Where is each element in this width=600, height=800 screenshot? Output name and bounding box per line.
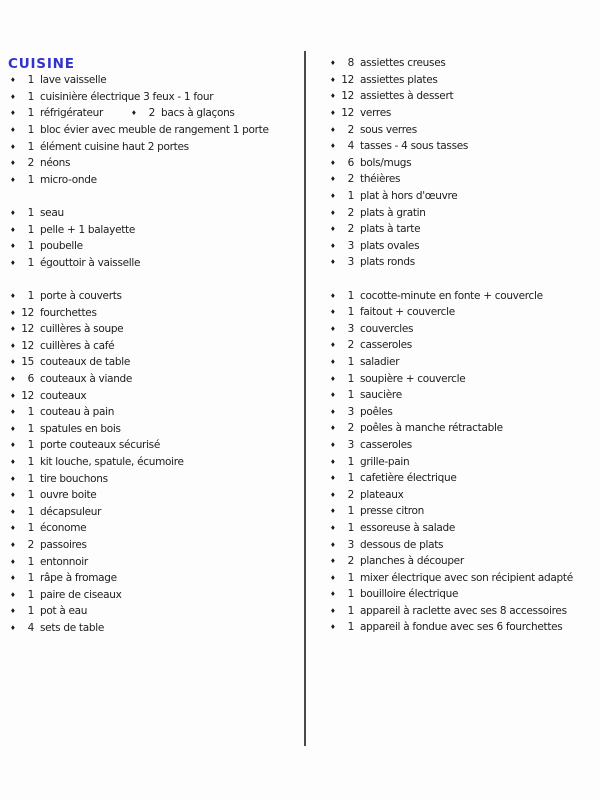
- item-label: plats ovales: [360, 239, 420, 252]
- bullet-icon: ♦: [330, 291, 336, 300]
- bullet-icon: ♦: [330, 623, 336, 632]
- item-quantity: 12: [21, 389, 34, 402]
- bullet-icon: ♦: [131, 109, 137, 118]
- list-item: [328, 370, 598, 387]
- item-label: saladier: [360, 355, 400, 368]
- item-label: cuillères à café: [40, 339, 115, 352]
- list-item: [328, 553, 598, 570]
- bullet-icon: ♦: [330, 457, 336, 466]
- list-item: [8, 586, 302, 603]
- bullet-icon: ♦: [10, 607, 16, 616]
- list-item: [8, 321, 302, 338]
- item-quantity: 1: [347, 306, 354, 319]
- list-item: [8, 338, 302, 355]
- item-label: faitout + couvercle: [360, 306, 455, 319]
- item-label: poêles: [360, 405, 393, 418]
- list-item: [8, 72, 302, 89]
- list-item: [8, 470, 302, 487]
- list-item: [328, 204, 598, 221]
- list-item: [328, 287, 598, 304]
- item-label: poubelle: [40, 240, 83, 253]
- item-quantity: 2: [347, 422, 354, 435]
- bullet-icon: ♦: [330, 557, 336, 566]
- list-item: [328, 569, 598, 586]
- item-quantity: 12: [21, 339, 34, 352]
- item-label: casseroles: [360, 438, 412, 451]
- list-item: [328, 486, 598, 503]
- item-quantity: 1: [347, 289, 354, 302]
- item-quantity: 2: [347, 555, 354, 568]
- bullet-icon: ♦: [330, 490, 336, 499]
- item-quantity: 3: [347, 538, 354, 551]
- list-item: [328, 520, 598, 537]
- item-quantity: 12: [341, 107, 354, 120]
- list-item: [328, 603, 598, 620]
- list-item: [8, 255, 302, 272]
- item-label: plats à tarte: [360, 223, 421, 236]
- item-quantity: 2: [347, 173, 354, 186]
- item-quantity: 1: [27, 90, 34, 103]
- item-quantity: 1: [27, 290, 34, 303]
- bullet-icon: ♦: [10, 540, 16, 549]
- item-quantity: 1: [27, 605, 34, 618]
- bullet-icon: ♦: [330, 391, 336, 400]
- item-label: ouvre boite: [40, 489, 97, 502]
- list-item: [8, 620, 302, 637]
- item-label: fourchettes: [40, 306, 97, 319]
- list-item: [328, 221, 598, 238]
- item-quantity: 4: [347, 140, 354, 153]
- list-item: [328, 470, 598, 487]
- bullet-icon: ♦: [330, 208, 336, 217]
- bullet-icon: ♦: [330, 540, 336, 549]
- item-quantity: 1: [27, 223, 34, 236]
- item-label: porte couteaux sécurisé: [40, 439, 161, 452]
- bullet-icon: ♦: [10, 441, 16, 450]
- item-label: planches à découper: [360, 555, 464, 568]
- list-item: [8, 437, 302, 454]
- list-item: [8, 172, 302, 189]
- bullet-icon: ♦: [330, 407, 336, 416]
- list-item: [328, 420, 598, 437]
- item-quantity: 1: [27, 406, 34, 419]
- list-item: [8, 238, 302, 255]
- bullet-icon: ♦: [10, 142, 16, 151]
- item-label: cocotte-minute en fonte + couvercle: [360, 289, 543, 302]
- item-label: élément cuisine haut 2 portes: [40, 140, 189, 153]
- bullet-icon: ♦: [330, 142, 336, 151]
- bullet-icon: ♦: [330, 374, 336, 383]
- list-item: [8, 155, 302, 172]
- item-label: appareil à fondue avec ses 6 fourchettes: [360, 621, 563, 634]
- list-item: [328, 138, 598, 155]
- bullet-icon: ♦: [10, 292, 16, 301]
- bullet-icon: ♦: [10, 175, 16, 184]
- bullet-icon: ♦: [10, 408, 16, 417]
- bullet-icon: ♦: [10, 76, 16, 85]
- item-quantity: 1: [27, 124, 34, 137]
- item-quantity: 1: [27, 522, 34, 535]
- bullet-icon: ♦: [10, 225, 16, 234]
- list-item: [8, 454, 302, 471]
- bullet-icon: ♦: [10, 258, 16, 267]
- list-item: [8, 371, 302, 388]
- item-quantity: 1: [347, 355, 354, 368]
- item-label: micro-onde: [40, 173, 97, 186]
- item-quantity: 1: [27, 439, 34, 452]
- item-quantity: 2: [347, 123, 354, 136]
- item-label: spatules en bois: [40, 422, 121, 435]
- item-quantity: 3: [347, 239, 354, 252]
- group-spacer: [8, 188, 302, 205]
- bullet-icon: ♦: [10, 341, 16, 350]
- item-quantity: 2: [148, 107, 156, 120]
- item-label: décapsuleur: [40, 505, 102, 518]
- item-quantity: 1: [347, 571, 354, 584]
- item-label: soupière + couvercle: [360, 372, 466, 385]
- bullet-icon: ♦: [330, 308, 336, 317]
- list-item: [8, 420, 302, 437]
- item-quantity: 1: [27, 107, 34, 120]
- list-item: [8, 503, 302, 520]
- item-quantity: 1: [27, 555, 34, 568]
- item-quantity: 1: [27, 422, 34, 435]
- item-quantity: 12: [341, 73, 354, 86]
- list-item: [8, 221, 302, 238]
- list-item: [328, 188, 598, 205]
- group-spacer: [8, 271, 302, 288]
- list-item: [328, 171, 598, 188]
- item-label: couteaux à viande: [40, 372, 133, 385]
- bullet-icon: ♦: [10, 491, 16, 500]
- bullet-icon: ♦: [10, 109, 16, 118]
- item-quantity: 4: [27, 621, 34, 634]
- item-label: grille-pain: [360, 455, 410, 468]
- bullet-icon: ♦: [10, 242, 16, 251]
- list-item: [8, 520, 302, 537]
- item-label: plateaux: [360, 488, 404, 501]
- list-item: [328, 619, 598, 636]
- item-label: théières: [360, 173, 401, 186]
- list-item: [8, 487, 302, 504]
- list-item: [328, 354, 598, 371]
- left-column: [8, 55, 302, 636]
- item-label: bols/mugs: [360, 156, 412, 169]
- item-label: kit louche, spatule, écumoire: [40, 455, 184, 468]
- item-label: assiettes plates: [360, 73, 438, 86]
- item-quantity: 15: [21, 356, 34, 369]
- list-item: [8, 553, 302, 570]
- item-quantity: 1: [27, 207, 34, 220]
- item-label: égouttoir à vaisselle: [40, 256, 141, 269]
- page-title: CUISINE: [8, 55, 75, 72]
- bullet-icon: ♦: [330, 440, 336, 449]
- list-item: [8, 89, 302, 106]
- bullet-icon: ♦: [10, 159, 16, 168]
- bullet-icon: ♦: [10, 507, 16, 516]
- bullet-icon: ♦: [330, 424, 336, 433]
- list-item: [328, 55, 598, 72]
- list-item: [328, 586, 598, 603]
- bullet-icon: ♦: [330, 523, 336, 532]
- list-item: [328, 304, 598, 321]
- bullet-icon: ♦: [330, 341, 336, 350]
- item-quantity: 1: [347, 372, 354, 385]
- item-quantity: 1: [27, 505, 34, 518]
- bullet-icon: ♦: [10, 358, 16, 367]
- bullet-icon: ♦: [10, 92, 16, 101]
- item-label: poêles à manche rétractable: [360, 422, 503, 435]
- list-item: [8, 288, 302, 305]
- bullet-icon: ♦: [330, 158, 336, 167]
- item-quantity: 1: [27, 489, 34, 502]
- item-quantity: 1: [27, 256, 34, 269]
- list-item: [8, 122, 302, 139]
- item-quantity: 1: [347, 455, 354, 468]
- item-quantity: 1: [347, 621, 354, 634]
- item-label: couteaux de table: [40, 356, 131, 369]
- item-quantity: 2: [347, 339, 354, 352]
- item-label: paire de ciseaux: [40, 588, 122, 601]
- list-item: [8, 603, 302, 620]
- bullet-icon: ♦: [330, 258, 336, 267]
- item-label: seau: [40, 207, 64, 220]
- bullet-icon: ♦: [330, 474, 336, 483]
- item-quantity: 1: [347, 604, 354, 617]
- list-item: [328, 88, 598, 105]
- item-label: pot à eau: [40, 605, 88, 618]
- item-quantity: 1: [27, 74, 34, 87]
- list-item: [328, 536, 598, 553]
- group-spacer: [328, 271, 598, 288]
- item-label: porte à couverts: [40, 290, 122, 303]
- item-quantity: 1: [347, 389, 354, 402]
- item-quantity: 2: [27, 538, 34, 551]
- item-label: casseroles: [360, 339, 412, 352]
- item-label: lave vaisselle: [40, 74, 107, 87]
- bullet-icon: ♦: [10, 209, 16, 218]
- item-label: cafetière électrique: [360, 472, 457, 485]
- item-quantity: 12: [21, 323, 34, 336]
- item-quantity: 1: [347, 505, 354, 518]
- column-divider: [304, 51, 306, 746]
- bullet-icon: ♦: [330, 225, 336, 234]
- item-label: plat à hors d'œuvre: [360, 190, 458, 203]
- list-item: [328, 321, 598, 338]
- item-quantity: 2: [347, 223, 354, 236]
- item-label: sets de table: [40, 621, 105, 634]
- bullet-icon: ♦: [330, 75, 336, 84]
- list-item: [8, 537, 302, 554]
- item-label: presse citron: [360, 505, 425, 518]
- item-label: râpe à fromage: [40, 572, 117, 585]
- right-column: [328, 55, 598, 636]
- list-item: [328, 72, 598, 89]
- item-quantity: 6: [27, 372, 34, 385]
- item-label: couteau à pain: [40, 406, 115, 419]
- item-label: cuisinière électrique 3 feux - 1 four: [40, 90, 214, 103]
- bullet-icon: ♦: [330, 324, 336, 333]
- item-quantity: 1: [347, 588, 354, 601]
- item-quantity: 6: [347, 156, 354, 169]
- item-quantity: 3: [347, 322, 354, 335]
- item-quantity: 1: [27, 572, 34, 585]
- bullet-icon: ♦: [330, 109, 336, 118]
- item-label: verres: [360, 107, 392, 120]
- list-item: [8, 304, 302, 321]
- list-item: [328, 387, 598, 404]
- item-quantity: 1: [27, 173, 34, 186]
- item-quantity: 12: [341, 90, 354, 103]
- bullet-icon: ♦: [330, 92, 336, 101]
- item-label: bloc évier avec meuble de rangement 1 porte: [40, 124, 269, 137]
- item-label: essoreuse à salade: [360, 521, 456, 534]
- item-quantity: 1: [347, 472, 354, 485]
- item-quantity: 1: [27, 240, 34, 253]
- bullet-icon: ♦: [330, 606, 336, 615]
- list-item: [328, 337, 598, 354]
- item-quantity: 3: [347, 438, 354, 451]
- list-item: [8, 354, 302, 371]
- item-label: appareil à raclette avec ses 8 accessoires: [360, 604, 567, 617]
- item-quantity: 1: [347, 521, 354, 534]
- list-item: [328, 503, 598, 520]
- list-item: [8, 205, 302, 222]
- item-quantity: 1: [27, 588, 34, 601]
- bullet-icon: ♦: [10, 574, 16, 583]
- list-item: [8, 570, 302, 587]
- bullet-icon: ♦: [330, 590, 336, 599]
- item-label: plats à gratin: [360, 206, 426, 219]
- bullet-icon: ♦: [10, 524, 16, 533]
- list-item: [328, 105, 598, 122]
- item-quantity: 1: [27, 455, 34, 468]
- bullet-icon: ♦: [10, 126, 16, 135]
- item-label: assiettes creuses: [360, 57, 446, 70]
- item-quantity: 8: [347, 57, 354, 70]
- bullet-icon: ♦: [330, 175, 336, 184]
- bullet-icon: ♦: [10, 325, 16, 334]
- bullet-icon: ♦: [330, 59, 336, 68]
- bullet-icon: ♦: [330, 241, 336, 250]
- list-item: [328, 254, 598, 271]
- inline-extra-item: [129, 107, 235, 119]
- item-quantity: 1: [27, 140, 34, 153]
- item-label: tire bouchons: [40, 472, 108, 485]
- list-item: [8, 404, 302, 421]
- item-quantity: 3: [347, 256, 354, 269]
- item-label: couvercles: [360, 322, 414, 335]
- bullet-icon: ♦: [10, 457, 16, 466]
- bullet-icon: ♦: [330, 507, 336, 516]
- bullet-icon: ♦: [10, 308, 16, 317]
- list-item: [328, 437, 598, 454]
- list-item: [328, 403, 598, 420]
- bullet-icon: ♦: [10, 424, 16, 433]
- bullet-icon: ♦: [10, 623, 16, 632]
- item-quantity: 1: [347, 190, 354, 203]
- item-label: sous verres: [360, 123, 417, 136]
- item-label: économe: [40, 522, 87, 535]
- item-label: bacs à glaçons: [161, 107, 235, 120]
- item-label: couteaux: [40, 389, 87, 402]
- item-quantity: 12: [21, 306, 34, 319]
- list-item: [8, 387, 302, 404]
- list-item: [8, 138, 302, 155]
- item-label: bouilloire électrique: [360, 588, 459, 601]
- item-label: néons: [40, 157, 71, 170]
- bullet-icon: ♦: [330, 357, 336, 366]
- bullet-icon: ♦: [10, 590, 16, 599]
- bullet-icon: ♦: [10, 374, 16, 383]
- bullet-icon: ♦: [10, 474, 16, 483]
- list-item: [8, 105, 302, 122]
- bullet-icon: ♦: [10, 391, 16, 400]
- item-label: assiettes à dessert: [360, 90, 454, 103]
- item-label: entonnoir: [40, 555, 88, 568]
- item-label: saucière: [360, 389, 402, 402]
- item-quantity: 2: [347, 206, 354, 219]
- item-label: pelle + 1 balayette: [40, 223, 136, 236]
- item-quantity: 2: [347, 488, 354, 501]
- list-item: [328, 238, 598, 255]
- item-quantity: 1: [27, 472, 34, 485]
- list-item: [328, 453, 598, 470]
- bullet-icon: ♦: [330, 192, 336, 201]
- item-quantity: 3: [347, 405, 354, 418]
- item-label: réfrigérateur: [40, 107, 104, 120]
- item-label: tasses - 4 sous tasses: [360, 140, 469, 153]
- bullet-icon: ♦: [10, 557, 16, 566]
- item-quantity: 2: [27, 157, 34, 170]
- item-label: plats ronds: [360, 256, 415, 269]
- bullet-icon: ♦: [330, 125, 336, 134]
- item-label: cuillères à soupe: [40, 323, 124, 336]
- item-label: dessous de plats: [360, 538, 444, 551]
- item-label: passoires: [40, 538, 87, 551]
- item-label: mixer électrique avec son récipient adapté: [360, 571, 573, 584]
- list-item: [328, 155, 598, 172]
- list-item: [328, 121, 598, 138]
- bullet-icon: ♦: [330, 573, 336, 582]
